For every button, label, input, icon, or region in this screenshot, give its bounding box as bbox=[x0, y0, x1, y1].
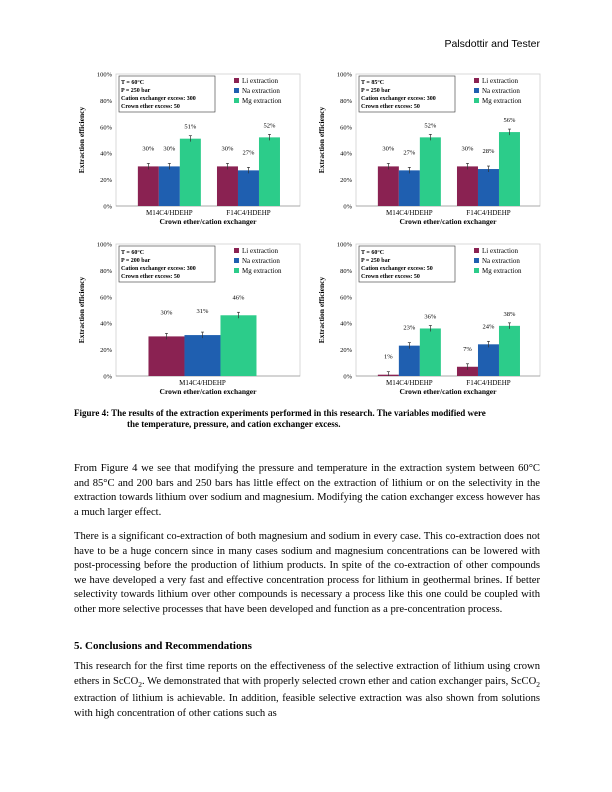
legend-label: Li extraction bbox=[242, 247, 278, 255]
condition-text: Crown ether excess: 50 bbox=[361, 104, 420, 110]
x-axis-title: Crown ether/cation exchanger bbox=[159, 217, 257, 226]
caption-line-1: Figure 4: The results of the extraction experiments performed in this research. The variables modified were bbox=[74, 408, 486, 418]
data-label: 30% bbox=[142, 145, 155, 153]
data-label: 24% bbox=[482, 323, 495, 331]
x-tick-label: M14C4/HDEHP bbox=[386, 379, 433, 387]
y-tick-label: 100% bbox=[96, 241, 112, 249]
bar bbox=[420, 328, 441, 376]
figure-4 bbox=[76, 66, 546, 404]
x-axis-title: Crown ether/cation exchanger bbox=[399, 387, 497, 396]
legend-swatch bbox=[474, 98, 479, 103]
data-label: 36% bbox=[424, 313, 437, 321]
y-tick-label: 0% bbox=[343, 373, 352, 381]
bar bbox=[499, 132, 520, 206]
y-tick-label: 40% bbox=[100, 320, 112, 328]
y-axis-title: Extraction efficiency bbox=[317, 106, 326, 174]
data-label: 46% bbox=[232, 294, 245, 302]
legend-label: Na extraction bbox=[242, 87, 280, 95]
legend-swatch bbox=[474, 78, 479, 83]
legend-label: Mg extraction bbox=[482, 267, 522, 275]
y-tick-label: 20% bbox=[340, 177, 352, 185]
y-tick-label: 0% bbox=[103, 203, 112, 211]
y-tick-label: 20% bbox=[100, 177, 112, 185]
bar bbox=[478, 169, 499, 206]
condition-text: P = 250 bar bbox=[361, 258, 391, 264]
bar bbox=[148, 336, 184, 376]
p3-part-a: This research for the first time reports on the effectiveness of the selective extraction of lithium using crown ethers in ScCO bbox=[74, 661, 540, 687]
x-tick-label: M14C4/HDEHP bbox=[386, 209, 433, 217]
condition-text: T = 60°C bbox=[121, 80, 145, 86]
data-label: 30% bbox=[382, 145, 395, 153]
data-label: 23% bbox=[403, 324, 416, 332]
legend-swatch bbox=[234, 88, 239, 93]
y-tick-label: 20% bbox=[340, 347, 352, 355]
y-tick-label: 80% bbox=[100, 97, 112, 105]
condition-text: P = 200 bar bbox=[121, 258, 151, 264]
y-tick-label: 60% bbox=[100, 124, 112, 132]
bar bbox=[238, 170, 259, 206]
condition-text: Crown ether excess: 50 bbox=[361, 274, 420, 280]
data-label: 56% bbox=[503, 117, 516, 125]
bar bbox=[478, 344, 499, 376]
bar bbox=[457, 166, 478, 206]
legend-label: Li extraction bbox=[242, 77, 278, 85]
y-tick-label: 0% bbox=[343, 203, 352, 211]
y-tick-label: 80% bbox=[100, 267, 112, 275]
legend-label: Mg extraction bbox=[482, 97, 522, 105]
p3-part-b: . We demonstrated that with properly selected crown ether and cation exchanger pairs, ScCO bbox=[142, 675, 537, 687]
bar bbox=[399, 170, 420, 206]
data-label: 28% bbox=[482, 148, 495, 156]
y-tick-label: 40% bbox=[340, 150, 352, 158]
condition-text: P = 250 bar bbox=[121, 88, 151, 94]
data-label: 27% bbox=[403, 149, 416, 157]
bar bbox=[420, 137, 441, 206]
legend-swatch bbox=[234, 258, 239, 263]
legend-label: Na extraction bbox=[242, 257, 280, 265]
condition-text: Cation exchanger excess: 50 bbox=[361, 266, 433, 272]
legend-swatch bbox=[234, 268, 239, 273]
legend-label: Na extraction bbox=[482, 257, 520, 265]
condition-text: Cation exchanger excess: 300 bbox=[121, 96, 196, 102]
bar bbox=[499, 326, 520, 376]
legend-label: Li extraction bbox=[482, 247, 518, 255]
caption-line-2: the temperature, pressure, and cation exchanger excess. bbox=[127, 419, 341, 429]
x-axis-title: Crown ether/cation exchanger bbox=[399, 217, 497, 226]
section-heading: 5. Conclusions and Recommendations bbox=[74, 640, 252, 652]
legend-label: Mg extraction bbox=[242, 267, 282, 275]
legend-swatch bbox=[234, 98, 239, 103]
bar bbox=[184, 335, 220, 376]
y-axis-title: Extraction efficiency bbox=[77, 106, 86, 174]
data-label: 30% bbox=[461, 145, 474, 153]
y-tick-label: 100% bbox=[336, 71, 352, 79]
data-label: 31% bbox=[196, 308, 209, 316]
y-tick-label: 100% bbox=[336, 241, 352, 249]
x-tick-label: F14C4/HDEHP bbox=[466, 209, 511, 217]
condition-text: T = 85°C bbox=[361, 80, 385, 86]
legend-swatch bbox=[474, 258, 479, 263]
bar bbox=[138, 166, 159, 206]
bar bbox=[220, 315, 256, 376]
y-tick-label: 20% bbox=[100, 347, 112, 355]
y-tick-label: 60% bbox=[340, 294, 352, 302]
condition-text: Crown ether excess: 50 bbox=[121, 274, 180, 280]
paragraph-3 bbox=[74, 660, 540, 721]
x-tick-label: M14C4/HDEHP bbox=[146, 209, 193, 217]
bar bbox=[159, 166, 180, 206]
condition-text: P = 250 bar bbox=[361, 88, 391, 94]
y-tick-label: 100% bbox=[96, 71, 112, 79]
legend-swatch bbox=[474, 268, 479, 273]
y-axis-title: Extraction efficiency bbox=[317, 276, 326, 344]
data-label: 30% bbox=[163, 145, 176, 153]
condition-text: Cation exchanger excess: 300 bbox=[121, 266, 196, 272]
y-tick-label: 0% bbox=[103, 373, 112, 381]
data-label: 30% bbox=[221, 145, 234, 153]
legend-label: Na extraction bbox=[482, 87, 520, 95]
y-tick-label: 40% bbox=[340, 320, 352, 328]
data-label: 51% bbox=[184, 123, 197, 131]
p3-part-c: extraction of lithium is achievable. In addition, feasible selective extraction was also shown from solutions with high concentration of other cations such as bbox=[74, 693, 540, 719]
x-axis-title: Crown ether/cation exchanger bbox=[159, 387, 257, 396]
y-tick-label: 60% bbox=[100, 294, 112, 302]
y-tick-label: 40% bbox=[100, 150, 112, 158]
condition-text: T = 60°C bbox=[121, 250, 145, 256]
data-label: 7% bbox=[463, 345, 472, 353]
bar bbox=[217, 166, 238, 206]
condition-text: Crown ether excess: 50 bbox=[121, 104, 180, 110]
condition-text: Cation exchanger excess: 300 bbox=[361, 96, 436, 102]
x-tick-label: F14C4/HDEHP bbox=[466, 379, 511, 387]
legend-swatch bbox=[234, 78, 239, 83]
bar bbox=[259, 137, 280, 206]
figure-4-svg bbox=[76, 66, 546, 404]
data-label: 1% bbox=[384, 353, 393, 361]
legend-label: Li extraction bbox=[482, 77, 518, 85]
bar bbox=[180, 139, 201, 206]
y-tick-label: 60% bbox=[340, 124, 352, 132]
bar bbox=[399, 346, 420, 376]
y-axis-title: Extraction efficiency bbox=[77, 276, 86, 344]
y-tick-label: 80% bbox=[340, 267, 352, 275]
y-tick-label: 80% bbox=[340, 97, 352, 105]
p3-sub-2: 2 bbox=[536, 679, 540, 689]
x-tick-label: M14C4/HDEHP bbox=[179, 379, 226, 387]
legend-label: Mg extraction bbox=[242, 97, 282, 105]
legend-swatch bbox=[474, 248, 479, 253]
data-label: 30% bbox=[160, 309, 173, 317]
condition-text: T = 60°C bbox=[361, 250, 385, 256]
p3-sub-1: 2 bbox=[138, 679, 143, 689]
legend-swatch bbox=[234, 248, 239, 253]
running-header: Palsdottir and Tester bbox=[444, 38, 540, 50]
data-label: 52% bbox=[263, 122, 276, 130]
bar bbox=[378, 166, 399, 206]
x-tick-label: F14C4/HDEHP bbox=[226, 209, 271, 217]
data-label: 27% bbox=[242, 149, 255, 157]
figure-caption bbox=[74, 408, 544, 430]
data-label: 52% bbox=[424, 122, 437, 130]
data-label: 38% bbox=[503, 310, 516, 318]
legend-swatch bbox=[474, 88, 479, 93]
paragraph-2: There is a significant co-extraction of both magnesium and sodium in every case. This co-extraction does not have to be a huge concern since in many cases sodium and magnesium concentrations can be lowered with post-processing before the production of lithium products. In spite of the co-extraction of other compounds we have developed a very fast and effective concentration process for lithium in geothermal brines. If better selectivity towards lithium over other compounds is necessary a process like this one could be coupled with other more selective processes that have been developed and function as a pre-concentration process. bbox=[74, 531, 540, 615]
paragraph-1: From Figure 4 we see that modifying the pressure and temperature in the extraction system between 60°C and 85°C and 200 bars and 250 bars has little effect on the extraction of lithium or on the selectivity in the extraction towards lithium over sodium and magnesium. Modifying the cation exchanger excess however has a much larger effect. bbox=[74, 463, 540, 518]
